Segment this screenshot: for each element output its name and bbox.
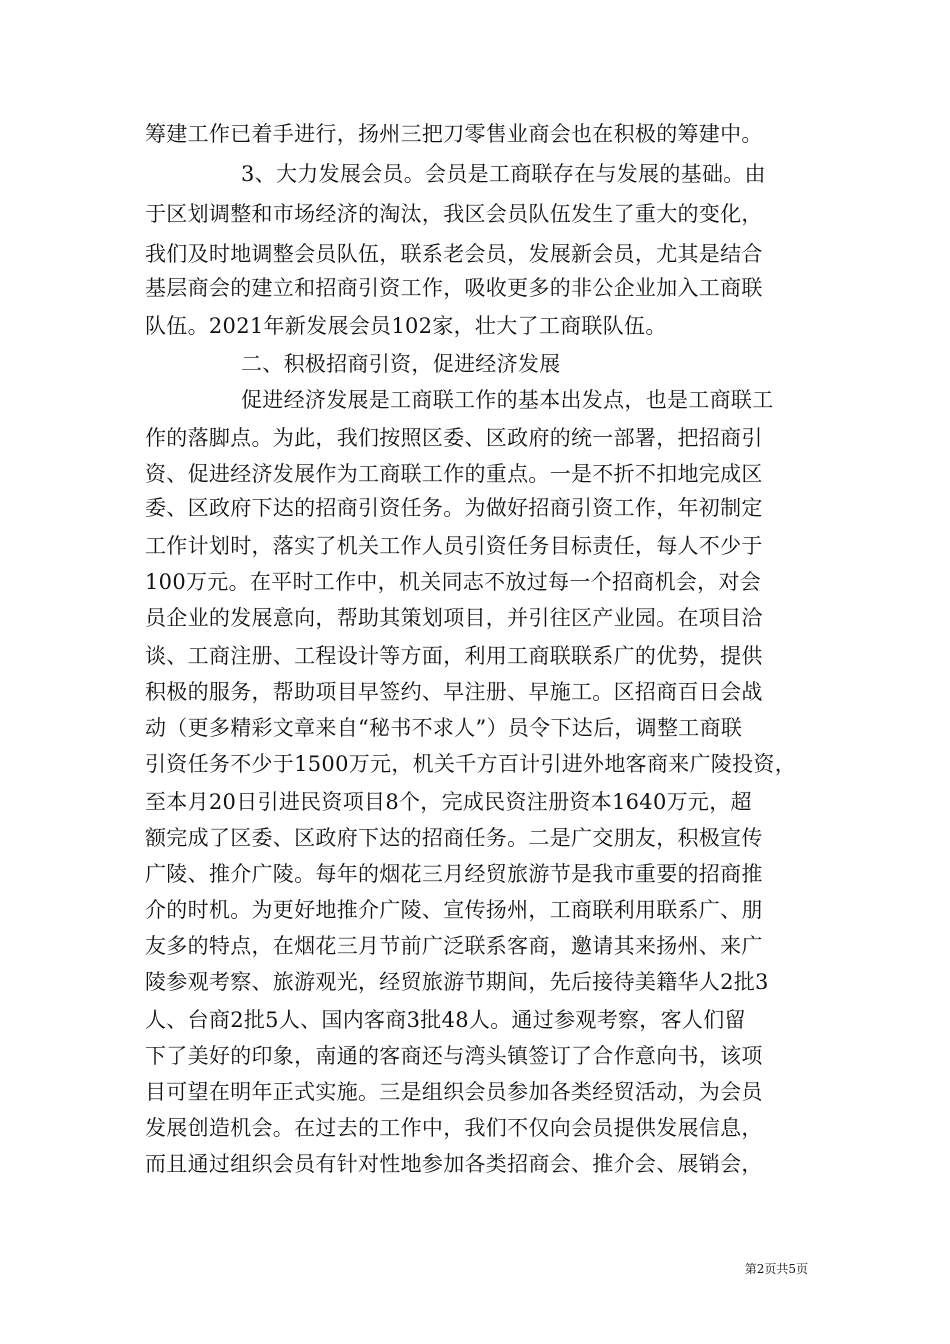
- body-text-line: 队伍。2021年新发展会员102家，壮大了工商联队伍。: [145, 314, 667, 338]
- body-text-line: 谈、工商注册、工程设计等方面，利用工商联联系广的优势，提供: [145, 644, 763, 668]
- body-text-line: 员企业的发展意向，帮助其策划项目，并引往区产业园。在项目洽: [145, 606, 763, 630]
- body-text-line: 至本月20日引进民资项目8个，完成民资注册资本1640万元，超: [145, 790, 752, 814]
- body-text-line: 3、大力发展会员。会员是工商联存在与发展的基础。由: [241, 162, 766, 186]
- body-text-line: 友多的特点，在烟花三月节前广泛联系客商，邀请其来扬州、来广: [145, 934, 763, 958]
- body-text-line: 资、促进经济发展作为工商联工作的重点。一是不折不扣地完成区: [145, 462, 763, 486]
- body-text-line: 下了美好的印象，南通的客商还与湾头镇签订了合作意向书，该项: [145, 1044, 763, 1068]
- body-text-line: 基层商会的建立和招商引资工作，吸收更多的非公企业加入工商联: [145, 276, 763, 300]
- body-text-line: 动（更多精彩文章来自“秘书不求人”）员令下达后，调整工商联: [145, 716, 743, 740]
- body-text-line: 工作计划时，落实了机关工作人员引资任务目标责任，每人不少于: [145, 534, 763, 558]
- body-text-line: 于区划调整和市场经济的淘汰，我区会员队伍发生了重大的变化，: [145, 202, 763, 226]
- body-text-line: 促进经济发展是工商联工作的基本出发点，也是工商联工: [241, 388, 774, 412]
- body-text-line: 委、区政府下达的招商引资任务。为做好招商引资工作，年初制定: [145, 496, 763, 520]
- body-text-line: 作的落脚点。为此，我们按照区委、区政府的统一部署，把招商引: [145, 426, 763, 450]
- body-text-line: 100万元。在平时工作中，机关同志不放过每一个招商机会，对会: [145, 570, 762, 594]
- body-text-line: 引资任务不少于1500万元，机关千方百计引进外地客商来广陵投资，: [145, 752, 797, 776]
- body-text-line: 而且通过组织会员有针对性地参加各类招商会、推介会、展销会，: [145, 1152, 763, 1176]
- body-text-line: 积极的服务，帮助项目早签约、早注册、早施工。区招商百日会战: [145, 680, 763, 704]
- body-text-line: 我们及时地调整会员队伍，联系老会员，发展新会员，尤其是结合: [145, 242, 763, 266]
- body-text-line: 筹建工作已着手进行，扬州三把刀零售业商会也在积极的筹建中。: [145, 122, 763, 146]
- body-text-line: 广陵、推介广陵。每年的烟花三月经贸旅游节是我市重要的招商推: [145, 862, 763, 886]
- body-text-line: 发展创造机会。在过去的工作中，我们不仅向会员提供发展信息，: [145, 1116, 763, 1140]
- body-text-line: 陵参观考察、旅游观光，经贸旅游节期间，先后接待美籍华人2批3: [145, 970, 769, 994]
- body-text-line: 额完成了区委、区政府下达的招商任务。二是广交朋友，积极宣传: [145, 826, 763, 850]
- body-text-line: 介的时机。为更好地推介广陵、宣传扬州，工商联利用联系广、朋: [145, 898, 763, 922]
- body-text-line: 人、台商2批5人、国内客商3批48人。通过参观考察，客人们留: [145, 1008, 746, 1032]
- body-text-line: 目可望在明年正式实施。三是组织会员参加各类经贸活动，为会员: [145, 1080, 763, 1104]
- section-heading: 二、积极招商引资，促进经济发展: [241, 352, 561, 376]
- page-number: 第2页共5页: [744, 1262, 808, 1276]
